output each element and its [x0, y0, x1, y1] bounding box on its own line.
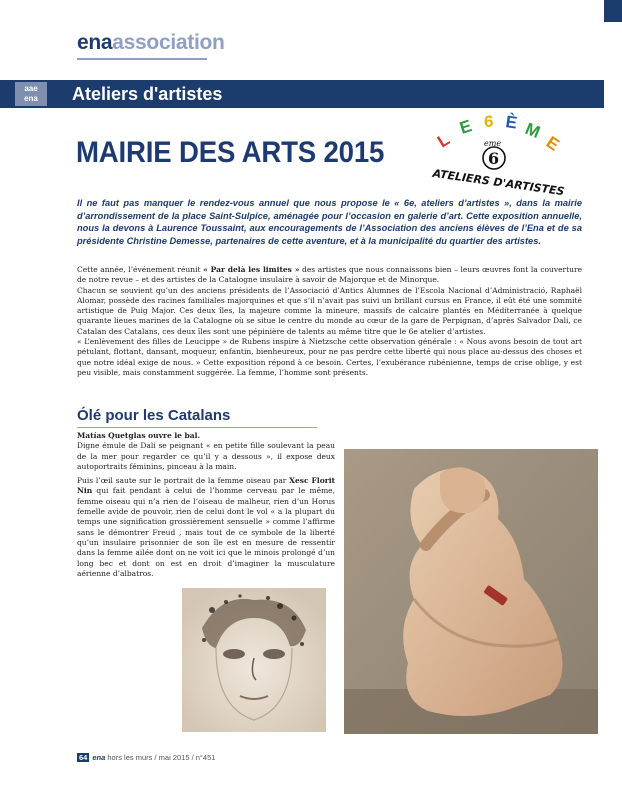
p1-part-c: des artistes que nous connaissons bien – leurs œuvres font la couverture de notre revue – et des artistes de la Catalogne insulaire à savoir de Majorque et de Minorque.: [77, 265, 583, 285]
body-paragraph-2: Chacun se souvient qu’un des anciens présidents de l’Associació d’Antics Alumnes de l’Escola Nacional d’Administració, Raphaël Alomar, possède des racines familiales majorquines et que s’il n’avait pas suivi un brillant cursus en France, il eût été une sommité artistique de Puig Major. Ces deux îles, la majeure comme la mineure, massifs de calcaire plantés en Méditerranée à quelque quarante lieues marines de la Catalogne où se situe le centre du monde au cœur de la gare de Perpignan, d’après Salvador Dali, ce Catalan des Catalans, ces deux îles sont une pépinière de talents au même titre que le 6e atelier d’artistes.: [77, 285, 582, 336]
face-left-eye: [223, 649, 245, 659]
p1-quote: « Par delà les limites »: [203, 265, 300, 274]
section2-paragraph-2: [77, 476, 335, 579]
ateliers-logo: [428, 108, 568, 198]
footer-brand-sub: hors les murs: [107, 753, 153, 762]
section2-paragraph-1: Digne émule de Dali se peignant « en petite fille soulevant la peau de la mer pour regarder ce qu’il y a dessous », il expose deux autoportraits féminins, pinceau à la main.: [77, 441, 335, 471]
body-paragraph-1: [77, 265, 582, 286]
page-number: 64: [79, 753, 88, 762]
corner-tab: [604, 0, 622, 22]
s2p2-artist: Xesc Florit Nin: [77, 476, 336, 496]
brand-ena: ena: [77, 31, 113, 54]
artwork-nude-painting: [344, 449, 598, 734]
s2p2-part-a: Puis l’œil saute sur le portrait de la femme oiseau par: [77, 476, 290, 486]
badge-line-2: ena: [24, 94, 38, 103]
face-right-eye: [263, 649, 285, 659]
section-badge: [15, 82, 47, 106]
p1-part-a: Cette année, l’événement réunit: [77, 265, 204, 274]
article-title: MAIRIE DES ARTS 2015: [76, 136, 385, 169]
section-title: Ateliers d'artistes: [72, 84, 223, 104]
footer-issue: / mai 2015 / n°451: [154, 753, 216, 762]
logo-eme: eme: [484, 139, 502, 148]
section2-lead: Matías Quetglas ouvre le bal.: [77, 431, 201, 440]
brand-association: association: [112, 31, 225, 54]
article-intro: Il ne faut pas manquer le rendez-vous annuel que nous propose le « 6e, ateliers d’artistes », dans la mairie d’arrondissement de la place Saint-Sulpice, aménagée pour l’occasion en galerie d’art. Cette exposition annuelle, nous la devons à Laurence Toussaint, aux encouragements de l’Association des anciens élèves de l’Ena et de sa présidente Christine Demesse, partenaires de cette aventure, et à la municipalité du quartier des artistes.: [77, 198, 582, 246]
page-footer: [77, 753, 215, 762]
logo-letter-e2: È: [504, 112, 519, 133]
logo-letter-l: L: [434, 129, 453, 152]
logo-letter-e1: E: [457, 116, 475, 138]
brand-underline: [77, 58, 207, 60]
body-paragraph-3: « L’enlèvement des filles de Leucippe » de Rubens inspire à Nietzsche cette observation générale : « Nous avons besoin de tout art pétulant, flottant, dansant, moqueur, enfantin, bienheureux, pour ne pas perdre cette liberté qui nous place au-dessus des choses et que notre idéal exige de nous. » Cette exposition répond à ce besoin. Certes, l’exubérance rubénienne, temps de crise oblige, y est peu visible, mais constamment suggérée. La femme, l’homme sont présents.: [77, 337, 582, 377]
logo-letter-m: M: [522, 119, 543, 143]
artwork-face-painting: [182, 588, 326, 732]
logo-letter-6: 6: [484, 112, 494, 131]
section2-column: [77, 431, 335, 583]
article-body: [77, 265, 582, 378]
logo-letter-e3: E: [542, 132, 563, 155]
logo-text: ATELIERS D'ARTISTES: [431, 166, 566, 198]
section2-rule: [77, 427, 317, 428]
footer-brand: ena: [92, 753, 106, 762]
brand-logo: [77, 31, 225, 55]
s2p2-part-c: qui fait pendant à celui de l’homme cerveau par le même, femme oiseau qui n’a rien de l’oiseau de malheur, rien d’un Horus femelle avide de pouvoir, rien de celui dont le vol « a la plupart du temps une signification grossièrement sensuelle » comme l’affirme sans le démontrer Freud , mais tout de ce symbole de la liberté qu’un insulaire prisonnier de son île est en mesure de ressentir dans la femme ailée dont on ne voit ici que le minois prolongé d’un long bec et dont on est en droit d’imaginer la musculature aérienne d’albatros.: [77, 486, 335, 578]
section2-title: Ólé pour les Catalans: [77, 407, 231, 424]
logo-number: 6: [488, 149, 500, 168]
badge-line-1: aae: [24, 84, 38, 93]
